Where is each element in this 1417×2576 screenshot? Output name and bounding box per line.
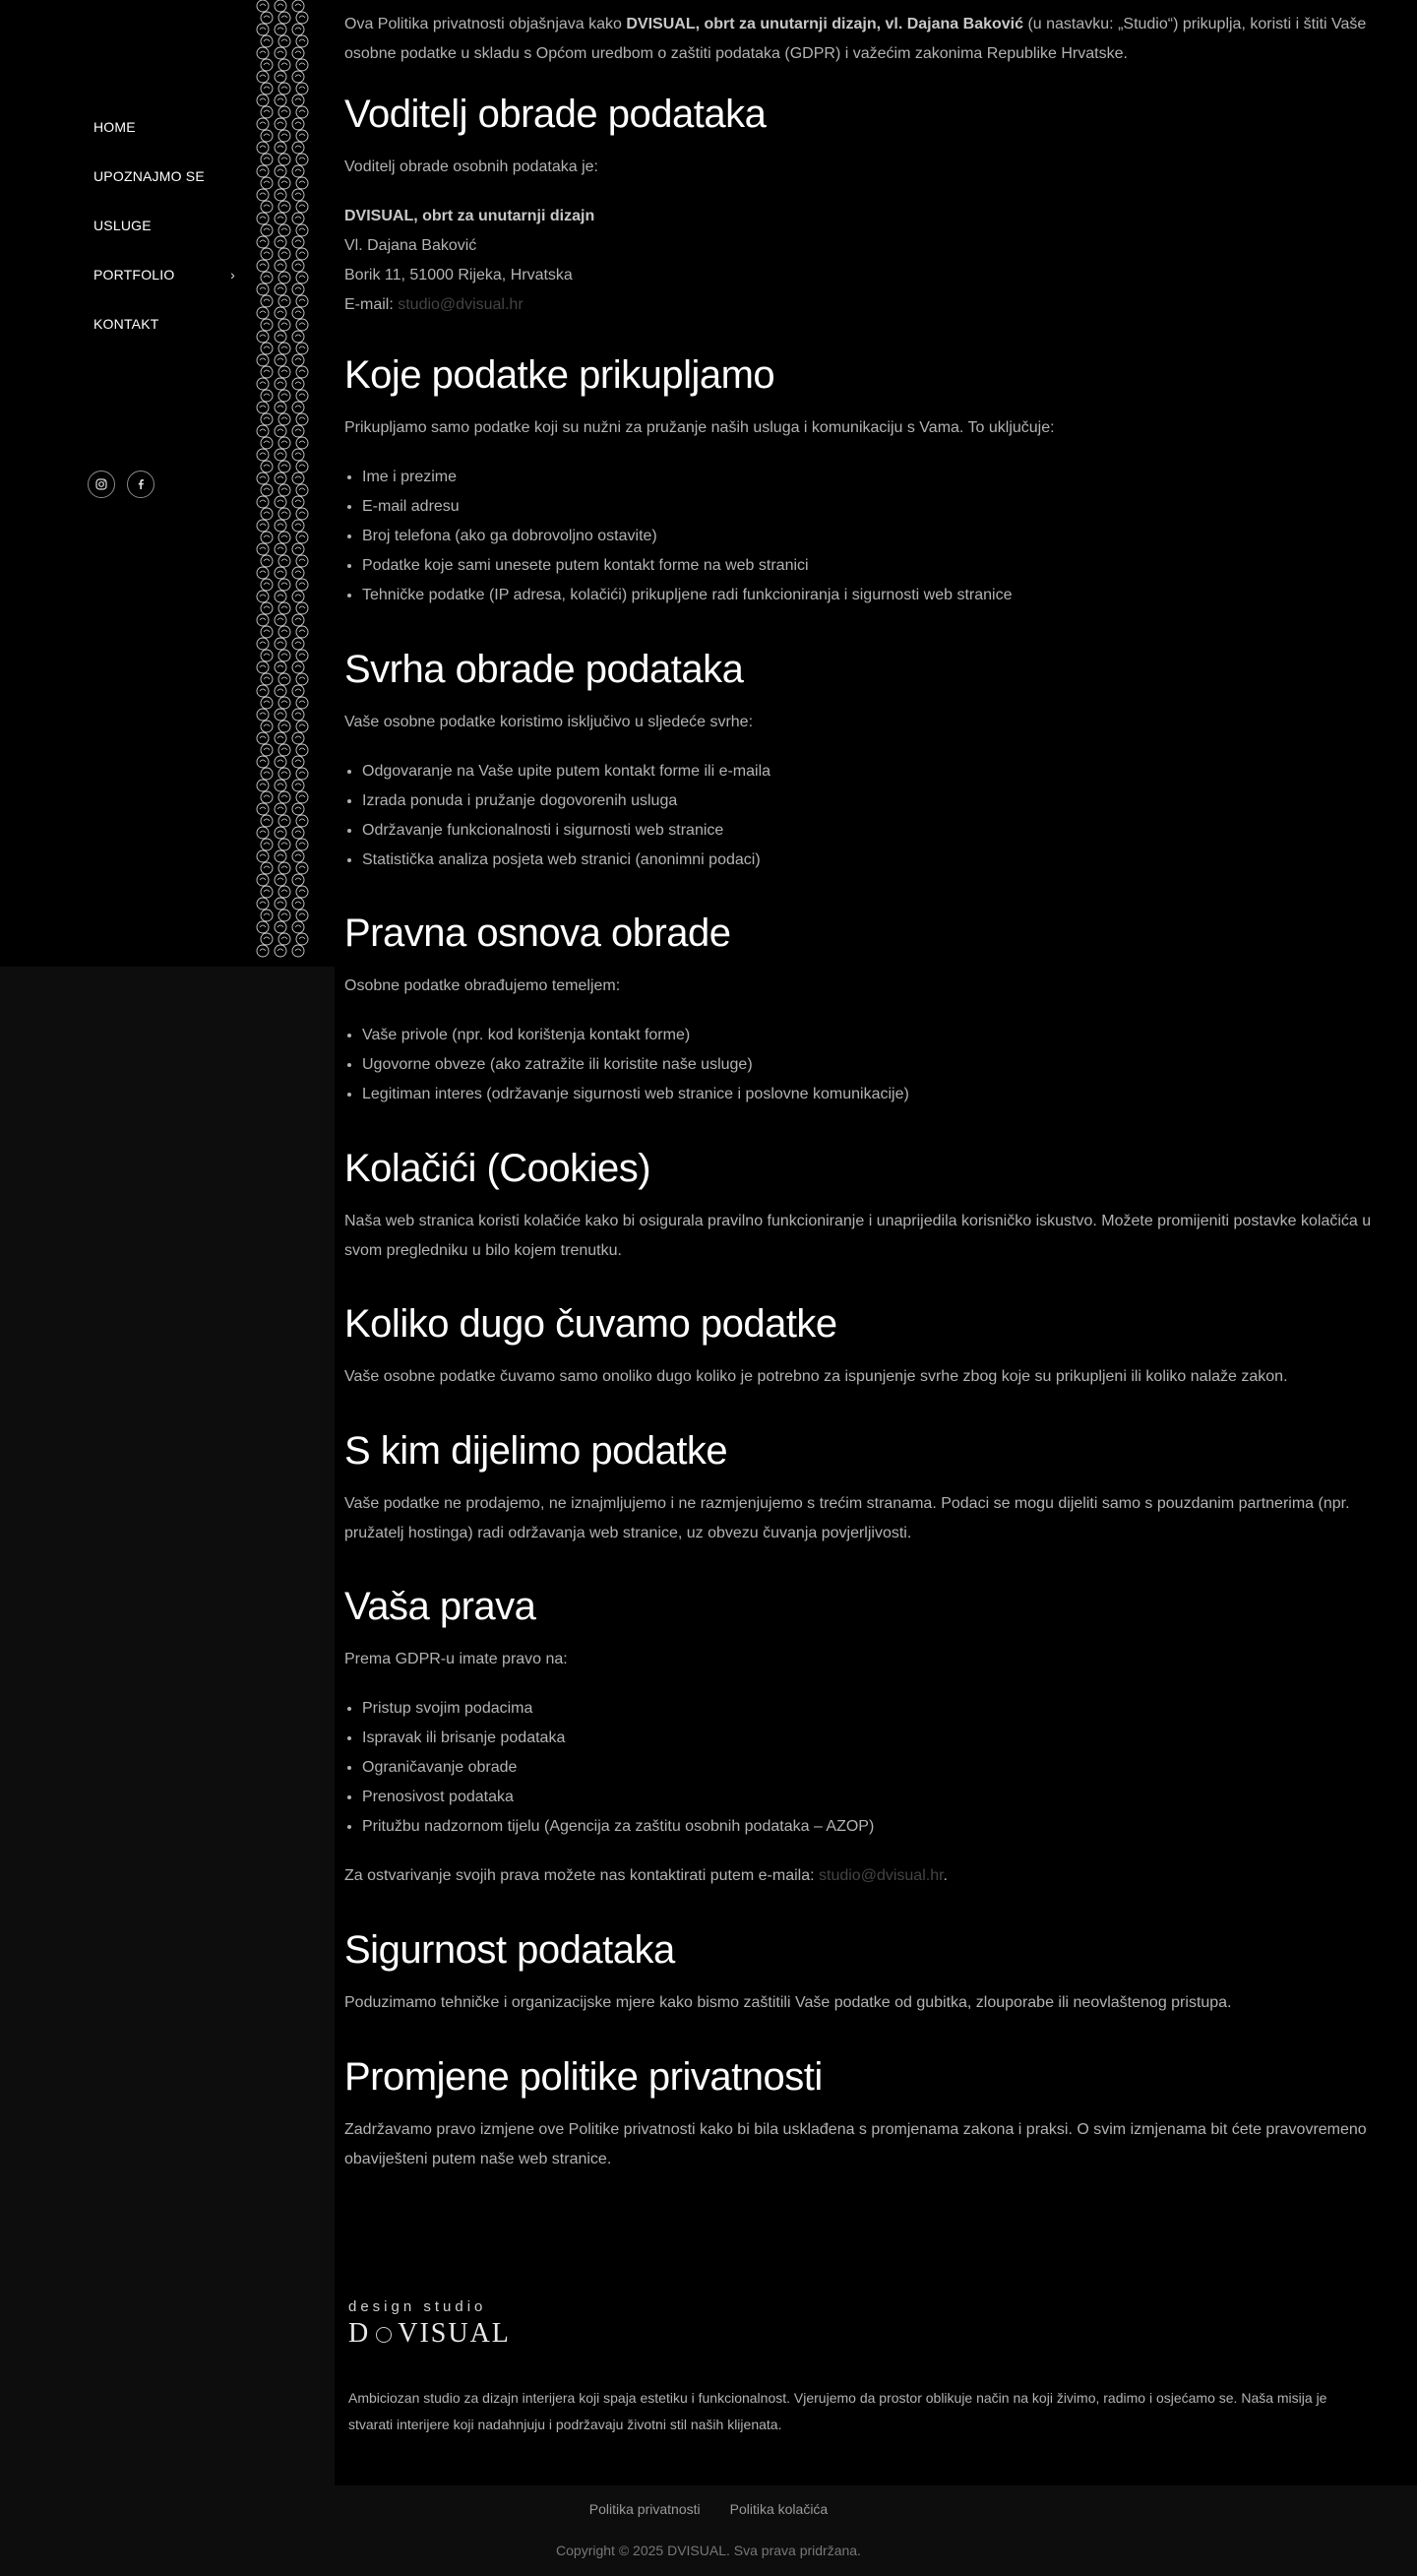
list-item: • Pristup svojim podacima: [362, 1694, 1412, 1724]
logo-wordmark: [348, 2318, 511, 2350]
rights-section: [344, 1583, 1412, 1891]
list-item: • Pritužbu nadzornom tijelu (Agencija za zaštitu osobnih podataka – AZOP): [362, 1812, 1412, 1842]
privacy-policy-link[interactable]: Politika privatnosti: [588, 2501, 701, 2517]
security-section: [344, 1926, 1412, 2018]
intro-text-end: (u nastavku: „Studio“) prikuplja, koristi i štiti Vaše osobne podatke u skladu s Općom uredbom o zaštiti podataka (GDPR) i važećim zakonima Republike Hrvatske.: [344, 16, 1367, 62]
facebook-icon[interactable]: [127, 471, 154, 498]
decorative-pattern-strip: [254, 0, 309, 960]
list-item: • Ispravak ili brisanje podataka: [362, 1724, 1412, 1753]
section-text: Vaše podatke ne prodajemo, ne iznajmljujemo i ne razmjenjujemo s trećim stranama. Podaci se mogu dijeliti samo s pouzdanim partnerima (npr. pružatelj hostinga) radi održavanja web stranice, uz obvezu čuvanja povjerljivosti.: [344, 1495, 1350, 1541]
section-heading: Voditelj obrade podataka: [344, 93, 767, 136]
section-heading: Koliko dugo čuvamo podatke: [344, 1302, 837, 1346]
nav-item-label: UPOZNAJMO SE: [93, 168, 205, 184]
nav-item-usluge[interactable]: [93, 201, 231, 250]
controller-section: [344, 91, 1412, 320]
list-item: • Tehničke podatke (IP adresa, kolačići) prikupljene radi funkcioniranja i sigurnosti web stranice: [362, 581, 1412, 610]
legal-list: [344, 1021, 1412, 1109]
section-text: Naša web stranica koristi kolačiće kako bi osigurala pravilno funkcioniranje i unaprijedila korisničko iskustvo. Možete promijeniti postavke kolačića u svom pregledniku u bilo kojem trenutku.: [344, 1213, 1372, 1259]
logo-letter: D: [348, 2318, 371, 2349]
nav-item-upoznajmo-se[interactable]: [93, 152, 231, 201]
nav-item-kontakt[interactable]: [93, 299, 231, 348]
sidebar: [0, 0, 256, 967]
company-name-bold: DVISUAL, obrt za unutarnji dizajn, vl. Dajana Baković: [626, 16, 1024, 32]
section-heading: Sigurnost podataka: [344, 1928, 675, 1972]
section-heading: Kolačići (Cookies): [344, 1147, 651, 1190]
nav-item-label: HOME: [93, 119, 136, 135]
collect-section: [344, 351, 1412, 610]
list-item: • Ime i prezime: [362, 463, 1412, 492]
section-text: Vaše osobne podatke čuvamo samo onoliko dugo koliko je potrebno za ispunjenje svrhe zbog koje su prikupljeni ili koliko nalaže zakon.: [344, 1368, 1288, 1385]
footer-about-text: Ambiciozan studio za dizajn interijera koji spaja estetiku i funkcionalnost. Vjerujemo da prostor oblikuje način na koji živimo, radimo i osjećamo se. Naša misija je stvarati interijere koji nadahnjuju i podržavaju životni stil naših klijenata.: [348, 2390, 1327, 2432]
logo-emblem-icon: [376, 2327, 392, 2343]
nav-item-portfolio[interactable]: [93, 250, 235, 299]
controller-owner: Vl. Dajana Baković: [344, 237, 477, 254]
nav-item-label: KONTAKT: [93, 316, 159, 332]
section-text: Zadržavamo pravo izmjene ove Politike privatnosti kako bi bila usklađena s promjenama zakona i praksi. O svim izmjenama bit ćete pravovremeno obaviješteni putem naše web stranice.: [344, 2121, 1367, 2168]
cookies-section: [344, 1145, 1412, 1266]
footer-links: [0, 2501, 1417, 2517]
section-heading: Promjene politike privatnosti: [344, 2055, 823, 2099]
intro-text: Ova Politika privatnosti objašnjava kako: [344, 16, 627, 32]
list-item: • Legitiman interes (održavanje sigurnosti web stranice i poslovne komunikacije): [362, 1080, 1412, 1109]
legal-section: [344, 910, 1412, 1109]
rights-list: [344, 1694, 1412, 1842]
email-label: E-mail:: [344, 296, 399, 313]
purpose-list: [344, 757, 1412, 875]
section-lead: Voditelj obrade osobnih podataka je:: [344, 158, 598, 175]
rights-contact: [344, 1861, 1412, 1891]
logo-tagline: design studio: [348, 2298, 487, 2315]
section-lead: Osobne podatke obrađujemo temeljem:: [344, 977, 621, 994]
email-link[interactable]: studio@dvisual.hr: [398, 296, 524, 313]
list-item: • Podatke koje sami unesete putem kontakt forme na web stranici: [362, 551, 1412, 581]
changes-section: [344, 2053, 1412, 2174]
controller-name: DVISUAL, obrt za unutarnji dizajn: [344, 208, 595, 224]
copyright-text: Copyright © 2025 DVISUAL. Sva prava pridržana.: [556, 2543, 861, 2558]
retention-section: [344, 1300, 1412, 1392]
list-item: • Ugovorne obveze (ako zatražite ili koristite naše usluge): [362, 1050, 1412, 1080]
logo-word: VISUAL: [398, 2318, 511, 2349]
nav-item-label: PORTFOLIO: [93, 267, 175, 283]
intro-section: [344, 10, 1412, 69]
section-lead: Prema GDPR-u imate pravo na:: [344, 1651, 568, 1667]
footer-logo[interactable]: [348, 2298, 511, 2350]
main-nav: [93, 102, 235, 348]
intro-paragraph: [344, 10, 1412, 69]
bottom-bar: [0, 2485, 1417, 2576]
controller-details: [344, 202, 1412, 320]
list-item: • Održavanje funkcionalnosti i sigurnosti web stranice: [362, 816, 1412, 846]
list-item: • Statistička analiza posjeta web stranici (anonimni podaci): [362, 846, 1412, 875]
list-item: • Vaše privole (npr. kod korištenja kontakt forme): [362, 1021, 1412, 1050]
section-heading: Svrha obrade podataka: [344, 648, 744, 691]
section-lead: Vaše osobne podatke koristimo isključivo u sljedeće svrhe:: [344, 714, 754, 730]
section-heading: Vaša prava: [344, 1585, 536, 1628]
rights-contact-text: Za ostvarivanje svojih prava možete nas kontaktirati putem e-maila:: [344, 1867, 819, 1884]
section-heading: S kim dijelimo podatke: [344, 1429, 728, 1473]
instagram-icon[interactable]: [88, 471, 115, 498]
list-item: • Ograničavanje obrade: [362, 1753, 1412, 1783]
list-item: • Odgovaranje na Vaše upite putem kontakt forme ili e-maila: [362, 757, 1412, 786]
chevron-right-icon[interactable]: ›: [230, 267, 235, 283]
section-text: Poduzimamo tehničke i organizacijske mjere kako bismo zaštitili Vaše podatke od gubitka, zlouporabe ili neovlaštenog pristupa.: [344, 1994, 1232, 2011]
collect-list: [344, 463, 1412, 610]
sharing-section: [344, 1427, 1412, 1548]
nav-item-home[interactable]: [93, 102, 231, 152]
section-heading: Pravna osnova obrade: [344, 911, 731, 955]
section-lead: Prikupljamo samo podatke koji su nužni za pružanje naših usluga i komunikaciju s Vama. To uključuje:: [344, 419, 1055, 436]
social-links: [88, 471, 154, 498]
cookie-policy-link[interactable]: Politika kolačića: [729, 2501, 829, 2517]
section-heading: Koje podatke prikupljamo: [344, 353, 775, 397]
list-item: • Prenosivost podataka: [362, 1783, 1412, 1812]
purpose-section: [344, 646, 1412, 875]
list-item: • Izrada ponuda i pružanje dogovorenih usluga: [362, 786, 1412, 816]
list-item: • Broj telefona (ako ga dobrovoljno ostavite): [362, 522, 1412, 551]
nav-item-label: USLUGE: [93, 218, 152, 233]
list-item: • E-mail adresu: [362, 492, 1412, 522]
email-link[interactable]: studio@dvisual.hr: [819, 1867, 944, 1884]
left-column-background: [0, 967, 335, 2485]
controller-address: Borik 11, 51000 Rijeka, Hrvatska: [344, 267, 573, 283]
rights-contact-end: .: [943, 1867, 948, 1884]
